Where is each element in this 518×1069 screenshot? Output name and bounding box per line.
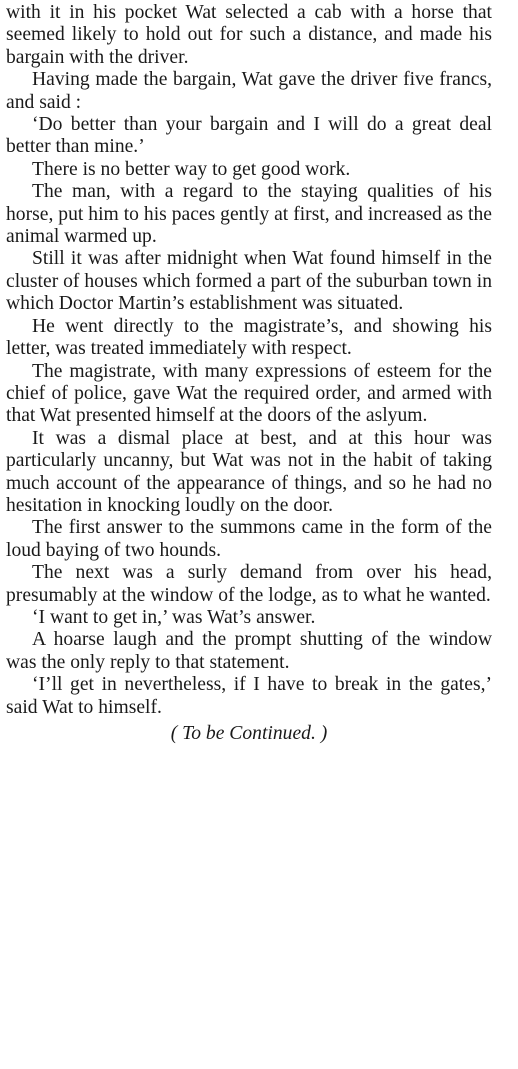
paragraph-5: The man, with a regard to the staying qualities of his horse, put him to his paces gently at first, and increased as the animal warmed up. — [6, 181, 492, 248]
paragraph-9: It was a dismal place at best, and at this hour was particularly uncanny, but Wat was not in the habit of taking much account of the appearance of things, and so he had no hesitation in knocking loudly on the door. — [6, 427, 492, 516]
paragraph-12: ‘I want to get in,’ was Wat’s answer. — [32, 606, 316, 628]
paragraph-1: with it in his pocket Wat selected a cab with a horse that seemed likely to hold out for such a distance, and made his bargain with the driver. — [6, 2, 492, 68]
paragraph-10: The first answer to the summons came in the form of the loud baying of two hounds. — [6, 517, 492, 561]
article-column — [6, 2, 492, 745]
paragraph-2: Having made the bargain, Wat gave the driver five francs, and said : — [6, 69, 492, 113]
to-be-continued-note: ( To be Continued. ) — [170, 723, 328, 744]
paragraph-14: ‘I’ll get in nevertheless, if I have to break in the gates,’ said Wat to himself. — [6, 674, 492, 718]
paragraph-13: A hoarse laugh and the prompt shutting of the window was the only reply to that statement. — [6, 629, 492, 673]
paragraph-8: The magistrate, with many expressions of esteem for the chief of police, gave Wat the required order, and armed with that Wat presented himself at the doors of the aslyum. — [6, 360, 492, 427]
paragraph-4: There is no better way to get good work. — [32, 158, 351, 180]
paragraph-7: He went directly to the magistrate’s, and showing his letter, was treated immediately with respect. — [6, 315, 492, 360]
paragraph-11: The next was a surly demand from over his head, presumably at the window of the lodge, as to what he wanted. — [6, 562, 492, 606]
paragraph-6: Still it was after midnight when Wat found himself in the cluster of houses which formed a part of the suburban town in which Doctor Martin’s establishment was situated. — [6, 248, 492, 315]
paragraph-3: ‘Do better than your bargain and I will do a great deal better than mine.’ — [6, 114, 492, 158]
